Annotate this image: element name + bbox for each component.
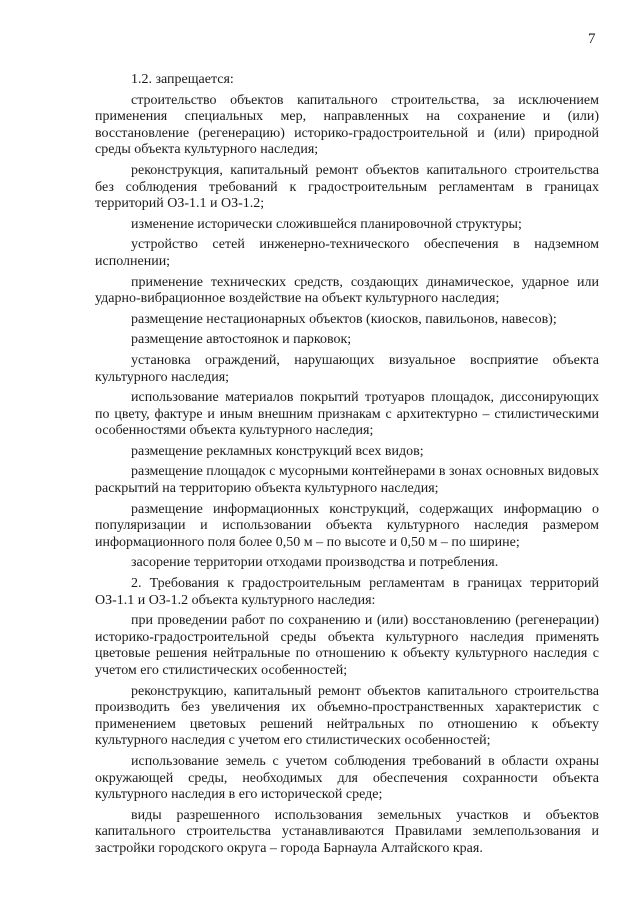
- paragraph: строительство объектов капитального строительства, за исключением применения специальных мер, направленных на сохранение и (или) восстановление (регенерацию) историко-градостроительной и (или) природной среды объекта культурного наследия;: [95, 92, 599, 158]
- paragraph: размещение нестационарных объектов (киосков, павильонов, навесов);: [131, 311, 557, 327]
- paragraph-requirements-heading: 2. Требования к градостроительным регламентам в границах территорий ОЗ-1.1 и ОЗ-1.2 объекта культурного наследия:: [95, 576, 599, 608]
- paragraph: использование материалов покрытий тротуаров площадок, диссонирующих по цвету, фактуре и иным внешним признакам с архитектурно – стилистическими особенностями объекта культурного наследия;: [95, 390, 599, 439]
- paragraph: установка ограждений, нарушающих визуальное восприятие объекта культурного наследия;: [95, 352, 599, 385]
- paragraph: при проведении работ по сохранению и (или) восстановлению (регенерации) историко-градостроительной среды объекта культурного наследия применять цветовые решения нейтральные по отношению к объекту культурного наследия с учетом его стилистических особенностей;: [95, 613, 599, 678]
- paragraph: размещение рекламных конструкций всех видов;: [131, 443, 424, 459]
- paragraph: размещение информационных конструкций, содержащих информацию о популяризации и использовании объекта культурного наследия размером информационного поля более 0,50 м – по высоте и 0,50 м – по ширине;: [95, 501, 599, 550]
- paragraph: устройство сетей инженерно-технического обеспечения в надземном исполнении;: [95, 237, 599, 269]
- paragraph: засорение территории отходами производства и потребления.: [131, 555, 499, 571]
- paragraph: использование земель с учетом соблюдения требований в области охраны окружающей среды, необходимых для обеспечения сохранности объекта культурного наследия в его исторической среде;: [95, 753, 599, 803]
- paragraph: реконструкцию, капитальный ремонт объектов капитального строительства производить без увеличения их объемно-пространственных характеристик с применением цветовых решений нейтральных по отношению к объекту культурного наследия с учетом его стилистических особенностей;: [95, 683, 599, 749]
- paragraph: изменение исторически сложившейся планировочной структуры;: [131, 216, 522, 232]
- paragraph: размещение автостоянок и парковок;: [131, 332, 352, 348]
- paragraph: реконструкция, капитальный ремонт объектов капитального строительства без соблюдения требований к градостроительным регламентам в границах территорий ОЗ-1.1 и ОЗ-1.2;: [95, 162, 599, 212]
- paragraph: виды разрешенного использования земельных участков и объектов капитального строительства устанавливаются Правилами землепользования и застройки городского округа – города Барнаула Алтайского края.: [95, 807, 599, 856]
- paragraph: размещение площадок с мусорными контейнерами в зонах основных видовых раскрытий на территорию объекта культурного наследия;: [95, 464, 599, 497]
- document-body: [95, 72, 599, 862]
- paragraph: применение технических средств, создающих динамическое, ударное или ударно-вибрационное воздействие на объект культурного наследия;: [95, 274, 599, 307]
- page-number: 7: [588, 31, 596, 47]
- paragraph-prohibited-heading: 1.2. запрещается:: [131, 72, 234, 87]
